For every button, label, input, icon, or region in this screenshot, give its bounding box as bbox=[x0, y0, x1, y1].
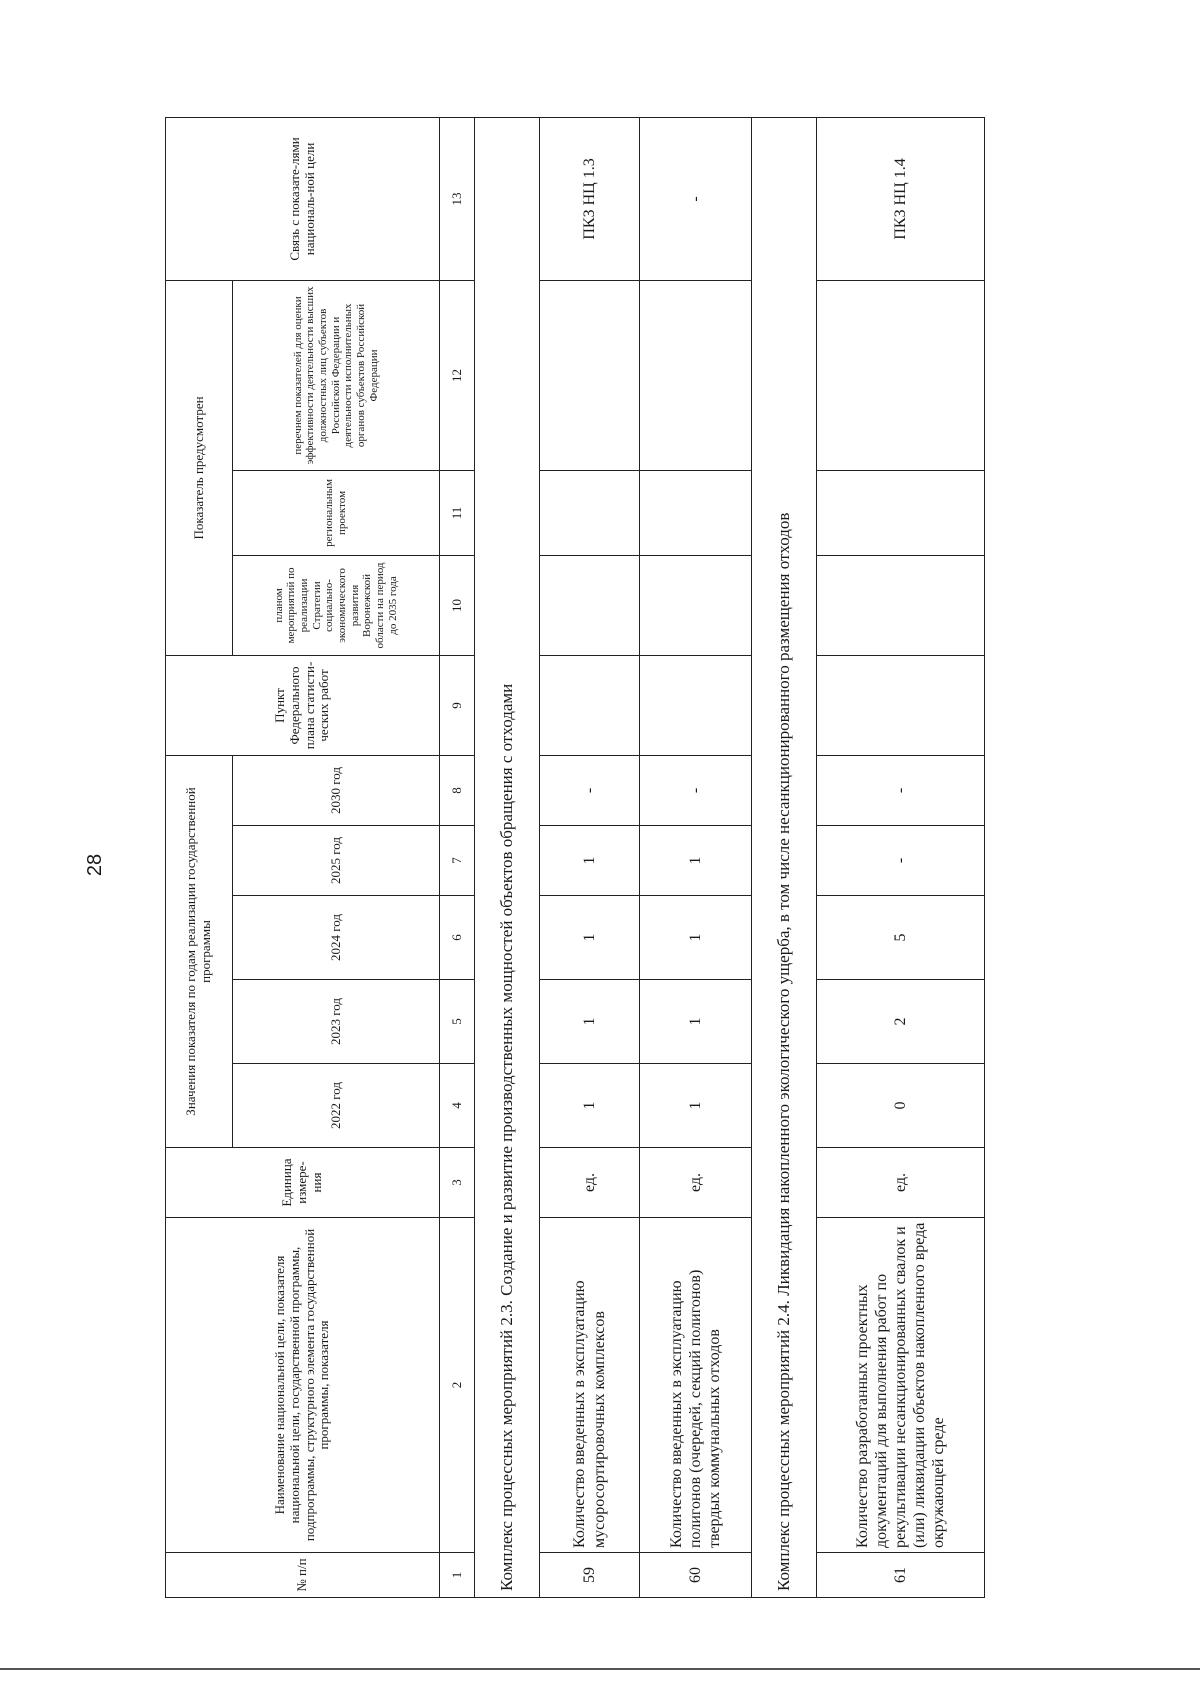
row-name: Количество введенных в эксплуатацию мусоросортировочных комплексов bbox=[540, 1218, 640, 1553]
header-provided-group: Показатель предусмотрен bbox=[166, 280, 233, 655]
column-number: 6 bbox=[440, 896, 475, 980]
header-link: Связь с показате-лями националь-ной цели bbox=[166, 117, 440, 280]
row-number: 60 bbox=[640, 1553, 752, 1598]
page-number: 28 bbox=[84, 853, 106, 877]
row-strategy-plan bbox=[817, 555, 985, 655]
row-regional-project bbox=[540, 470, 640, 555]
header-year-2022: 2022 год bbox=[233, 1064, 440, 1148]
header-values-group: Значения показателя по годам реализации государственной программы bbox=[166, 755, 233, 1147]
column-number: 10 bbox=[440, 555, 475, 655]
table-row bbox=[817, 117, 985, 1597]
column-numbers-row bbox=[440, 117, 475, 1597]
header-year-2023: 2023 год bbox=[233, 980, 440, 1064]
section-title: Комплекс процессных мероприятий 2.3. Создание и развитие производственных мощностей объектов обращения с отходами bbox=[475, 117, 540, 1597]
row-name: Количество введенных в эксплуатацию полигонов (очередей, секций полигонов) твердых коммунальных отходов bbox=[640, 1218, 752, 1553]
header-unit: Единица измере-ния bbox=[166, 1148, 440, 1218]
row-value-2022: 0 bbox=[817, 1064, 985, 1148]
row-strategy-plan bbox=[540, 555, 640, 655]
row-indicators-list bbox=[540, 280, 640, 470]
page-bottom-rule bbox=[0, 1668, 1200, 1670]
header-name: Наименование национальной цели, показателя национальной цели, государственной программы, подпрограммы, структурного элемента государственной программы, показателя bbox=[166, 1218, 440, 1553]
row-link: ПКЗ НЦ 1.3 bbox=[540, 117, 640, 280]
row-value-2024: 1 bbox=[540, 896, 640, 980]
header-regional-project: региональным проектом bbox=[233, 470, 440, 555]
column-number: 2 bbox=[440, 1218, 475, 1553]
row-value-2025: 1 bbox=[540, 826, 640, 896]
row-value-2025: - bbox=[817, 826, 985, 896]
row-link: ПКЗ НЦ 1.4 bbox=[817, 117, 985, 280]
row-value-2024: 5 bbox=[817, 896, 985, 980]
header-row-1 bbox=[166, 117, 233, 1597]
row-value-2030: - bbox=[540, 755, 640, 825]
header-year-2030: 2030 год bbox=[233, 755, 440, 825]
column-number: 13 bbox=[440, 117, 475, 280]
row-number: 59 bbox=[540, 1553, 640, 1598]
row-number: 61 bbox=[817, 1553, 985, 1598]
row-unit: ед. bbox=[540, 1148, 640, 1218]
row-value-2024: 1 bbox=[640, 896, 752, 980]
row-regional-project bbox=[817, 470, 985, 555]
row-fed-plan bbox=[817, 655, 985, 755]
indicators-table bbox=[165, 117, 985, 1598]
section-row bbox=[475, 117, 540, 1597]
column-number: 11 bbox=[440, 470, 475, 555]
header-no: № п/п bbox=[166, 1553, 440, 1598]
column-number: 3 bbox=[440, 1148, 475, 1218]
row-value-2022: 1 bbox=[540, 1064, 640, 1148]
table-row bbox=[540, 117, 640, 1597]
row-value-2030: - bbox=[817, 755, 985, 825]
header-fed-plan: Пункт Федерального плана статисти-ческих работ bbox=[166, 655, 440, 755]
section-row bbox=[752, 117, 817, 1597]
row-value-2030: - bbox=[640, 755, 752, 825]
row-fed-plan bbox=[640, 655, 752, 755]
row-link: - bbox=[640, 117, 752, 280]
column-number: 5 bbox=[440, 980, 475, 1064]
indicators-table-wrapper bbox=[165, 118, 1085, 1598]
row-value-2023: 1 bbox=[640, 980, 752, 1064]
row-value-2022: 1 bbox=[640, 1064, 752, 1148]
header-indicators-list: перечнем показателей для оценки эффективности деятельности высших должностных лиц субъектов Российской Федерации и деятельности исполнительных органов субъектов Российской Федерации bbox=[233, 280, 440, 470]
column-number: 9 bbox=[440, 655, 475, 755]
row-value-2025: 1 bbox=[640, 826, 752, 896]
header-year-2024: 2024 год bbox=[233, 896, 440, 980]
column-number: 7 bbox=[440, 826, 475, 896]
header-year-2025: 2025 год bbox=[233, 826, 440, 896]
row-indicators-list bbox=[640, 280, 752, 470]
section-title: Комплекс процессных мероприятий 2.4. Ликвидация накопленного экологического ущерба, в том числе несанкционированного размещения отходов bbox=[752, 117, 817, 1597]
row-name: Количество разработанных проектных документаций для выполнения работ по рекультивации несанкционированных свалок и (или) ликвидации объектов накопленного вреда окружающей среде bbox=[817, 1218, 985, 1553]
column-number: 1 bbox=[440, 1553, 475, 1598]
column-number: 12 bbox=[440, 280, 475, 470]
column-number: 8 bbox=[440, 755, 475, 825]
table-row bbox=[640, 117, 752, 1597]
row-unit: ед. bbox=[817, 1148, 985, 1218]
row-value-2023: 1 bbox=[540, 980, 640, 1064]
column-number: 4 bbox=[440, 1064, 475, 1148]
header-strategy-plan: планом мероприятий по реализации Стратегии социально-экономического развития Воронежской области на период до 2035 года bbox=[233, 555, 440, 655]
row-regional-project bbox=[640, 470, 752, 555]
row-indicators-list bbox=[817, 280, 985, 470]
row-fed-plan bbox=[540, 655, 640, 755]
row-value-2023: 2 bbox=[817, 980, 985, 1064]
row-unit: ед. bbox=[640, 1148, 752, 1218]
row-strategy-plan bbox=[640, 555, 752, 655]
